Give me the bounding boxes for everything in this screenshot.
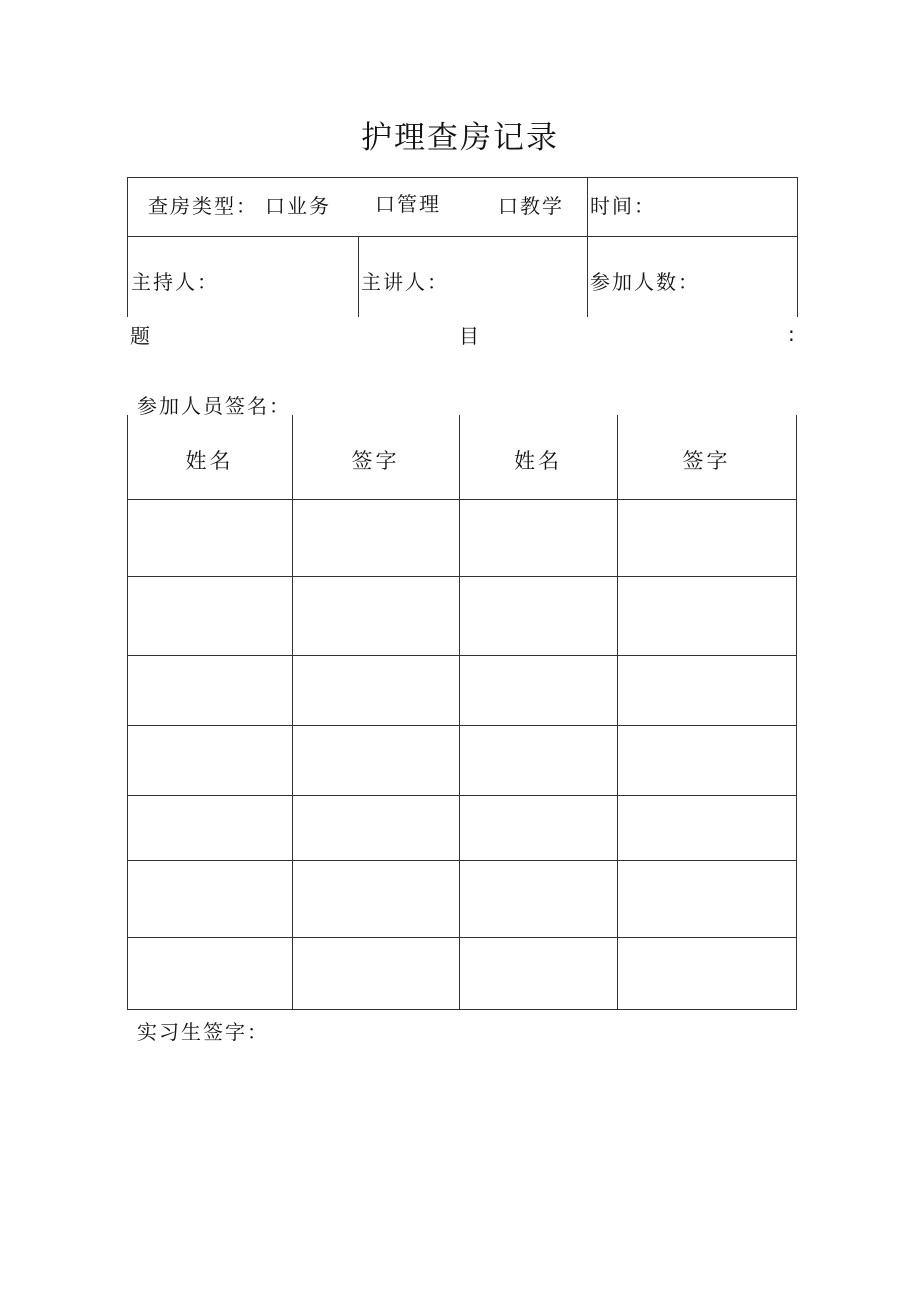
header-divider-time xyxy=(587,177,588,317)
participants-signature-label: 参加人员签名： xyxy=(137,394,291,418)
table-row[interactable] xyxy=(128,796,796,860)
table-row[interactable] xyxy=(128,726,796,795)
host-field-label[interactable]: 主持人： xyxy=(131,270,219,294)
option-business-checkbox[interactable]: 口业务 xyxy=(265,194,331,218)
column-header-signature-2: 签字 xyxy=(682,449,731,473)
page-title: 护理查房记录 xyxy=(361,120,559,156)
room-type-label: 查房类型： xyxy=(148,194,258,218)
time-field-label[interactable]: 时间： xyxy=(590,194,656,218)
table-row[interactable] xyxy=(128,500,796,576)
topic-label-colon: : xyxy=(788,322,797,346)
attendee-count-field-label[interactable]: 参加人数： xyxy=(590,270,700,294)
column-header-name-1: 姓名 xyxy=(185,449,234,473)
header-divider-speaker xyxy=(358,236,359,317)
header-row-divider xyxy=(127,236,798,237)
table-row[interactable] xyxy=(128,577,796,655)
table-row[interactable] xyxy=(128,938,796,1009)
topic-label-char2: 目 xyxy=(459,324,481,348)
table-row[interactable] xyxy=(128,861,796,937)
option-teaching-checkbox[interactable]: 口教学 xyxy=(498,194,564,218)
speaker-field-label[interactable]: 主讲人： xyxy=(361,270,449,294)
column-header-name-2: 姓名 xyxy=(514,449,562,473)
option-management-checkbox[interactable]: 口管理 xyxy=(375,192,441,216)
intern-signature-label[interactable]: 实习生签字： xyxy=(137,1020,269,1044)
table-row[interactable] xyxy=(128,656,796,725)
column-header-signature-1: 签字 xyxy=(351,449,400,473)
topic-label-char1: 题 xyxy=(130,324,152,348)
